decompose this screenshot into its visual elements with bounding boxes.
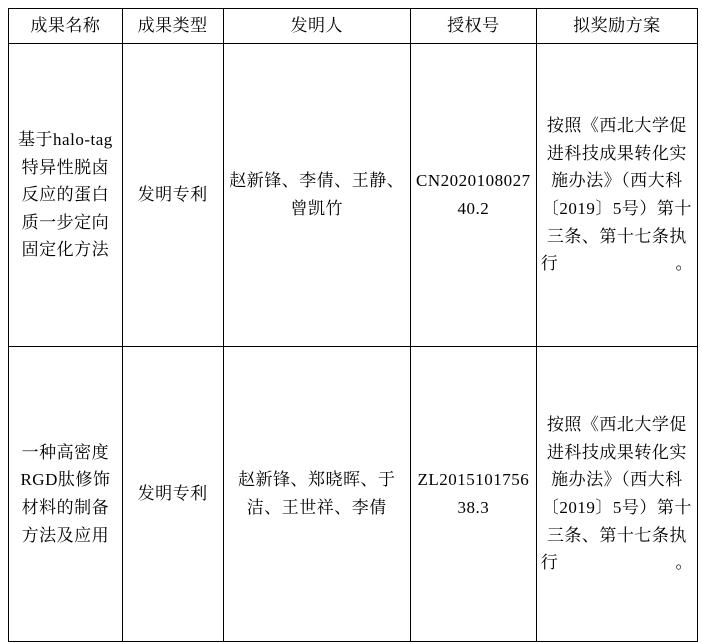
cell-award-plan: 按照《西北大学促进科技成果转化实施办法》（西大科〔2019〕5号）第十三条、第十七条执行。 [536, 44, 697, 347]
table-body [9, 44, 698, 642]
cell-inventors: 赵新锋、郑晓晖、于洁、王世祥、李倩 [223, 347, 410, 642]
header-cell-patent-no: 授权号 [410, 9, 536, 44]
cell-achievement-type: 发明专利 [122, 44, 223, 347]
award-results-table [8, 8, 698, 642]
cell-patent-number: ZL201510175638.3 [410, 347, 536, 642]
table-row [9, 44, 698, 347]
table-header-row [9, 9, 698, 44]
document-page [0, 8, 702, 638]
cell-patent-number: CN202010802740.2 [410, 44, 536, 347]
header-cell-plan: 拟奖励方案 [536, 9, 697, 44]
header-cell-inventors: 发明人 [223, 9, 410, 44]
table-header [9, 9, 698, 44]
header-cell-type: 成果类型 [122, 9, 223, 44]
cell-achievement-name: 一种高密度RGD肽修饰材料的制备方法及应用 [9, 347, 123, 642]
table-row [9, 347, 698, 642]
header-cell-name: 成果名称 [9, 9, 123, 44]
cell-award-plan: 按照《西北大学促进科技成果转化实施办法》（西大科〔2019〕5号）第十三条、第十七条执行。 [536, 347, 697, 642]
cell-inventors: 赵新锋、李倩、王静、曾凯竹 [223, 44, 410, 347]
cell-achievement-type: 发明专利 [122, 347, 223, 642]
cell-achievement-name: 基于halo-tag特异性脱卤反应的蛋白质一步定向固定化方法 [9, 44, 123, 347]
